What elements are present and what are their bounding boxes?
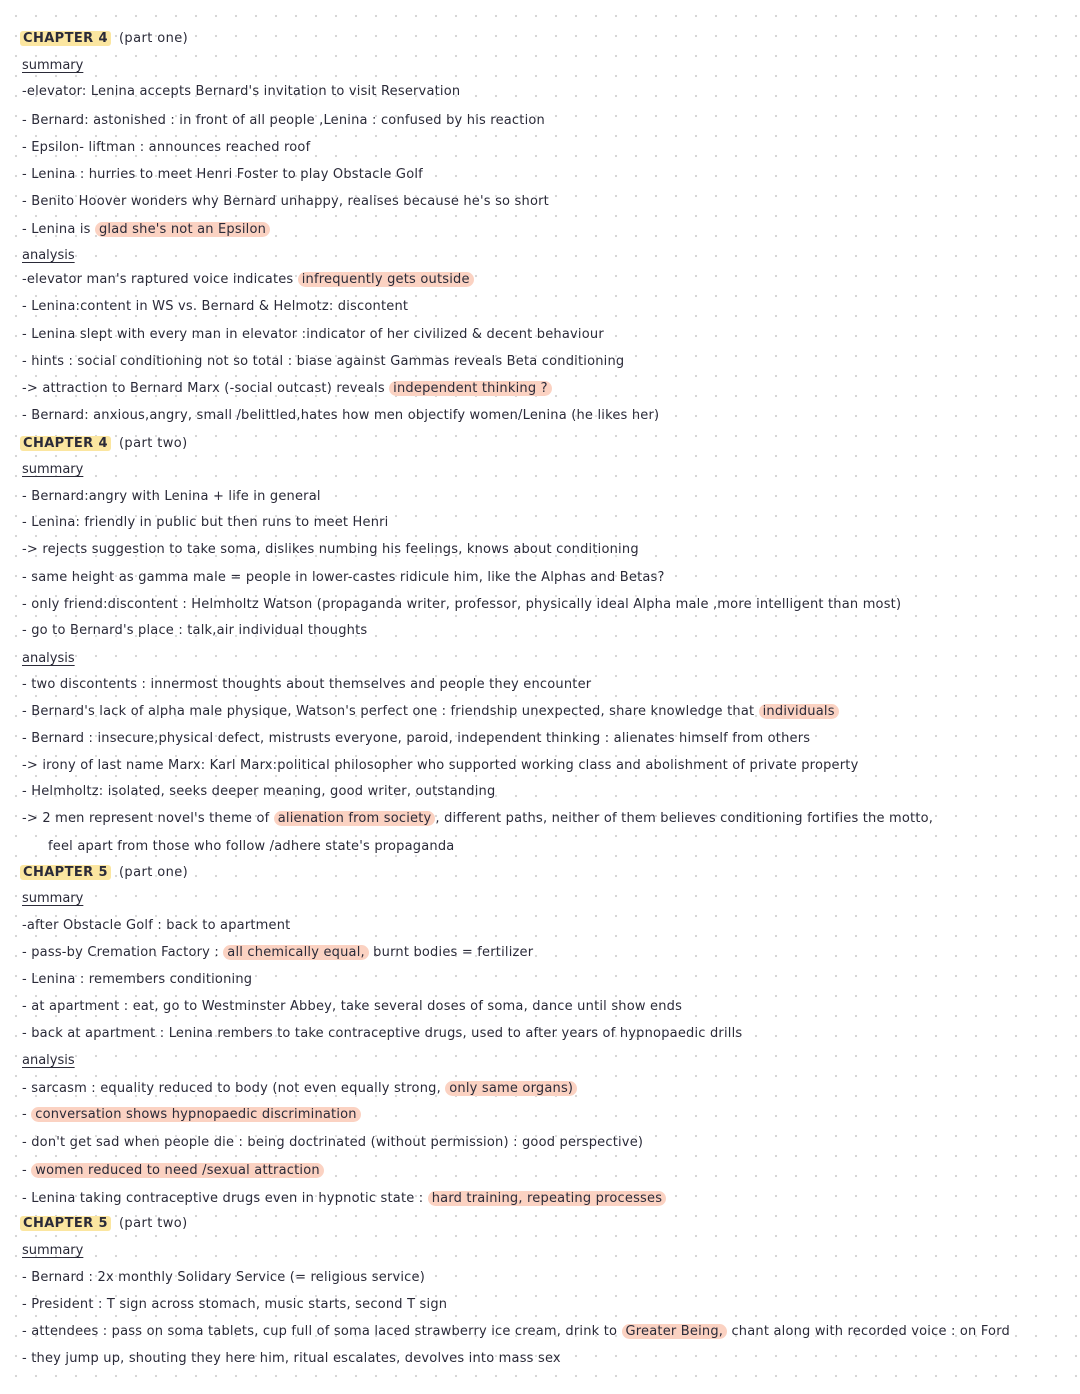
- analysis-note: [22, 1080, 577, 1098]
- note-text: - go to Bernard's place : talk,air individual thoughts: [22, 623, 368, 638]
- analysis-note: [22, 271, 474, 289]
- chapter-title: CHAPTER 5: [20, 865, 111, 880]
- highlighted-phrase: conversation shows hypnopaedic discrimination: [31, 1107, 361, 1122]
- analysis-note: [22, 1190, 666, 1208]
- note-text: - Benito Hoover wonders why Bernard unhappy, realises because he's so short: [22, 194, 549, 209]
- summary-note: [22, 596, 901, 614]
- summary-note: [22, 1350, 561, 1368]
- highlighted-phrase: alienation from society: [274, 811, 436, 826]
- analysis-label: analysis: [22, 1053, 75, 1068]
- chapter-title: CHAPTER 5: [20, 1216, 111, 1231]
- chapter-heading: [20, 1215, 188, 1233]
- summary-note: [22, 1269, 425, 1287]
- highlighted-phrase: all chemically equal,: [223, 945, 369, 960]
- analysis-label: analysis: [22, 248, 75, 263]
- chapter-heading: [20, 30, 188, 48]
- analysis-label: analysis: [22, 651, 75, 666]
- note-text: -> irony of last name Marx: Karl Marx:political philosopher who supported working class and abolishment of private property: [22, 758, 859, 773]
- note-text: - Lenina : hurries to meet Henri Foster to play Obstacle Golf: [22, 167, 423, 182]
- summary-note: [22, 944, 533, 962]
- note-text: - hints : social conditioning not so total : biase against Gammas reveals Beta conditioning: [22, 354, 625, 369]
- summary-label: summary: [22, 1243, 84, 1258]
- note-text: - Bernard: anxious,angry, small /belittled,hates how men objectify women/Lenina (he likes her): [22, 408, 660, 423]
- note-text: - Lenina : remembers conditioning: [22, 972, 253, 987]
- note-text: - same height as gamma male = people in lower-castes ridicule him, like the Alphas and Betas?: [22, 570, 665, 585]
- analysis-note: [22, 1134, 643, 1152]
- summary-note: [22, 166, 423, 184]
- note-text: - Bernard:angry with Lenina + life in general: [22, 489, 321, 504]
- summary-note: [22, 1323, 1010, 1341]
- highlighted-phrase: Greater Being,: [622, 1324, 728, 1339]
- note-text: -elevator: Lenina accepts Bernard's invitation to visit Reservation: [22, 84, 461, 99]
- highlighted-phrase: hard training, repeating processes: [428, 1191, 666, 1206]
- summary-note: [22, 139, 310, 157]
- note-text: - sarcasm : equality reduced to body (not even equally strong,: [22, 1081, 446, 1096]
- summary-note: [22, 193, 549, 211]
- note-text: - Lenina:content in WS vs. Bernard & Helmotz: discontent: [22, 299, 409, 314]
- summary-label: summary: [22, 891, 84, 906]
- analysis-note: [22, 353, 624, 371]
- summary-note: [22, 917, 290, 935]
- highlighted-phrase: glad she's not an Epsilon: [95, 222, 270, 237]
- analysis-note: [22, 703, 839, 721]
- analysis-note: [22, 757, 858, 775]
- note-text: feel apart from those who follow /adhere state's propaganda: [48, 839, 455, 854]
- summary-note: [22, 622, 367, 640]
- analysis-note: [22, 730, 810, 748]
- note-text: - two discontents : innermost thoughts about themselves and people they encounter: [22, 677, 592, 692]
- note-text: - Lenina taking contraceptive drugs even in hypnotic state :: [22, 1191, 428, 1206]
- chapter-title: CHAPTER 4: [20, 31, 111, 46]
- chapter-part: (part two): [118, 1216, 188, 1231]
- note-text: - Bernard : insecure,physical defect, mistrusts everyone, paroid, independent thinking : alienates himself from others: [22, 731, 811, 746]
- analysis-note: [48, 838, 454, 856]
- analysis-note: [22, 326, 604, 344]
- note-text: - Lenina slept with every man in elevator :indicator of her civilized & decent behaviour: [22, 327, 604, 342]
- note-text: - Helmholtz: isolated, seeks deeper meaning, good writer, outstanding: [22, 784, 496, 799]
- analysis-note: [22, 783, 495, 801]
- note-text: - they jump up, shouting they here him, ritual escalates, devolves into mass sex: [22, 1351, 561, 1366]
- note-text: , different paths, neither of them believes conditioning fortifies the motto,: [435, 811, 934, 826]
- summary-note: [22, 83, 460, 101]
- note-text: - at apartment : eat, go to Westminster Abbey, take several doses of soma, dance until show ends: [22, 999, 683, 1014]
- chapter-title: CHAPTER 4: [20, 436, 111, 451]
- note-text: -> 2 men represent novel's theme of: [22, 811, 274, 826]
- summary-note: [22, 971, 252, 989]
- note-text: - Lenina is: [22, 222, 95, 237]
- analysis-note: [22, 407, 659, 425]
- note-text: -> attraction to Bernard Marx (-social outcast) reveals: [22, 381, 390, 396]
- highlighted-phrase: only same organs): [445, 1081, 577, 1096]
- note-text: - Lenina: friendly in public but then runs to meet Henri: [22, 515, 389, 530]
- note-text: burnt bodies = fertilizer: [368, 945, 534, 960]
- summary-note: [22, 514, 389, 532]
- highlighted-phrase: women reduced to need /sexual attraction: [31, 1163, 324, 1178]
- note-text: chant along with recorded voice : on Ford: [727, 1324, 1010, 1339]
- chapter-heading: [20, 435, 188, 453]
- chapter-part: (part two): [118, 436, 188, 451]
- note-text: -: [22, 1163, 32, 1178]
- chapter-part: (part one): [118, 31, 189, 46]
- summary-note: [22, 569, 665, 587]
- chapter-heading: [20, 864, 188, 882]
- note-text: -elevator man's raptured voice indicates: [22, 272, 298, 287]
- note-text: - Bernard: astonished : in front of all people ,Lenina : confused by his reaction: [22, 113, 545, 128]
- analysis-note: [22, 676, 591, 694]
- note-text: - Epsilon- liftman : announces reached roof: [22, 140, 311, 155]
- note-text: - back at apartment : Lenina rembers to take contraceptive drugs, used to after years of hypnopaedic drills: [22, 1026, 743, 1041]
- note-text: -after Obstacle Golf : back to apartment: [22, 918, 291, 933]
- highlighted-phrase: independent thinking ?: [389, 381, 552, 396]
- note-text: - President : T sign across stomach, music starts, second T sign: [22, 1297, 448, 1312]
- summary-label: summary: [22, 462, 84, 477]
- summary-note: [22, 998, 682, 1016]
- summary-note: [22, 1025, 742, 1043]
- summary-note: [22, 541, 639, 559]
- note-text: - attendees : pass on soma tablets, cup full of soma laced strawberry ice cream, drink to: [22, 1324, 622, 1339]
- summary-note: [22, 1296, 447, 1314]
- note-text: - Bernard : 2x monthly Solidary Service (= religious service): [22, 1270, 425, 1285]
- summary-note: [22, 112, 545, 130]
- analysis-note: [22, 810, 933, 828]
- note-text: - don't get sad when people die : being doctrinated (without permission) : good perspective): [22, 1135, 644, 1150]
- chapter-part: (part one): [118, 865, 189, 880]
- summary-note: [22, 488, 321, 506]
- note-text: - only friend:discontent : Helmholtz Watson (propaganda writer, professor, physically ideal Alpha male ,more intelligent than most): [22, 597, 902, 612]
- note-text: - Bernard's lack of alpha male physique, Watson's perfect one : friendship unexpected, share knowledge that: [22, 704, 759, 719]
- analysis-note: [22, 298, 408, 316]
- highlighted-phrase: infrequently gets outside: [298, 272, 474, 287]
- analysis-note: [22, 1106, 361, 1124]
- summary-label: summary: [22, 58, 84, 73]
- analysis-note: [22, 380, 552, 398]
- note-text: - pass-by Cremation Factory :: [22, 945, 224, 960]
- note-text: -> rejects suggestion to take soma, dislikes numbing his feelings, knows about conditioning: [22, 542, 639, 557]
- note-text: -: [22, 1107, 32, 1122]
- summary-note: [22, 221, 270, 239]
- analysis-note: [22, 1162, 324, 1180]
- highlighted-phrase: individuals: [759, 704, 839, 719]
